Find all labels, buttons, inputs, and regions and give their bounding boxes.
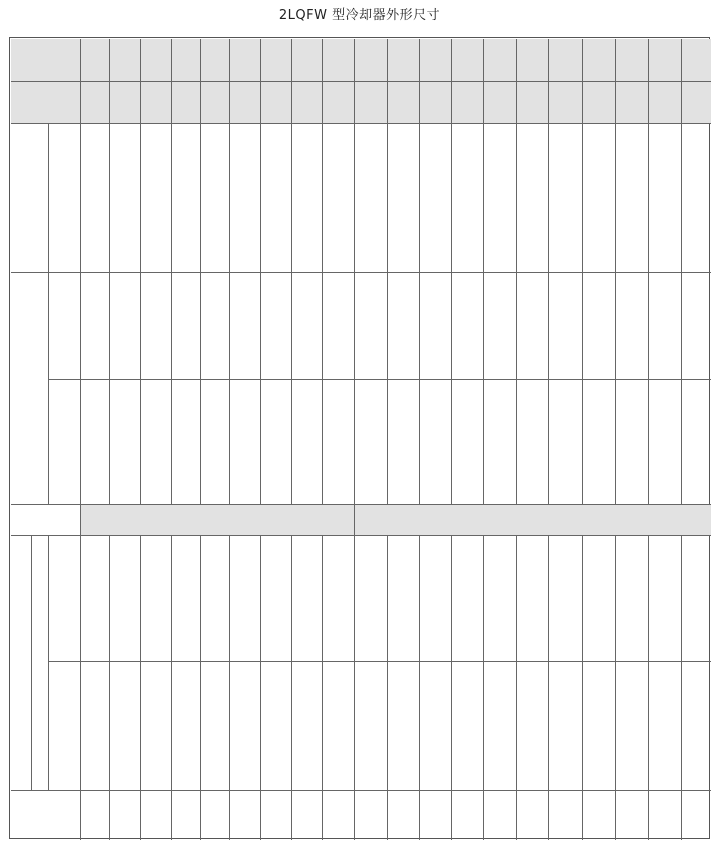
divider — [354, 39, 355, 504]
divider — [48, 123, 49, 504]
divider — [171, 535, 172, 840]
divider — [451, 535, 452, 840]
divider — [291, 39, 292, 504]
divider — [11, 535, 711, 536]
divider — [11, 81, 711, 82]
divider — [11, 123, 711, 124]
divider — [516, 39, 517, 504]
divider — [171, 39, 172, 504]
divider — [516, 535, 517, 840]
divider — [681, 39, 682, 504]
divider — [419, 39, 420, 504]
divider — [260, 535, 261, 840]
divider — [48, 379, 711, 380]
divider — [229, 535, 230, 840]
divider — [11, 272, 711, 273]
divider — [109, 535, 110, 840]
divider — [80, 39, 81, 840]
page-title: 2LQFW 型冷却器外形尺寸 — [278, 8, 441, 23]
divider — [322, 39, 323, 504]
divider — [140, 535, 141, 840]
divider — [291, 535, 292, 840]
divider — [615, 535, 616, 840]
divider — [615, 39, 616, 504]
divider — [354, 535, 355, 840]
divider — [48, 535, 49, 790]
divider — [200, 535, 201, 840]
divider — [582, 535, 583, 840]
divider — [419, 535, 420, 840]
divider — [354, 504, 355, 535]
divider — [322, 535, 323, 840]
divider — [11, 504, 711, 505]
flange-type-band — [80, 504, 711, 535]
divider — [387, 39, 388, 504]
area-band — [11, 81, 711, 123]
divider — [451, 39, 452, 504]
divider — [200, 39, 201, 504]
divider — [681, 535, 682, 840]
divider — [648, 535, 649, 840]
divider — [48, 661, 711, 662]
divider — [31, 535, 32, 790]
divider — [140, 39, 141, 504]
divider — [582, 39, 583, 504]
divider — [548, 535, 549, 840]
header-band — [11, 39, 711, 81]
divider — [483, 39, 484, 504]
divider — [260, 39, 261, 504]
divider — [109, 39, 110, 504]
divider — [229, 39, 230, 504]
divider — [483, 535, 484, 840]
divider — [548, 39, 549, 504]
divider — [11, 790, 711, 791]
divider — [387, 535, 388, 840]
dimension-table — [9, 37, 710, 839]
divider — [648, 39, 649, 504]
